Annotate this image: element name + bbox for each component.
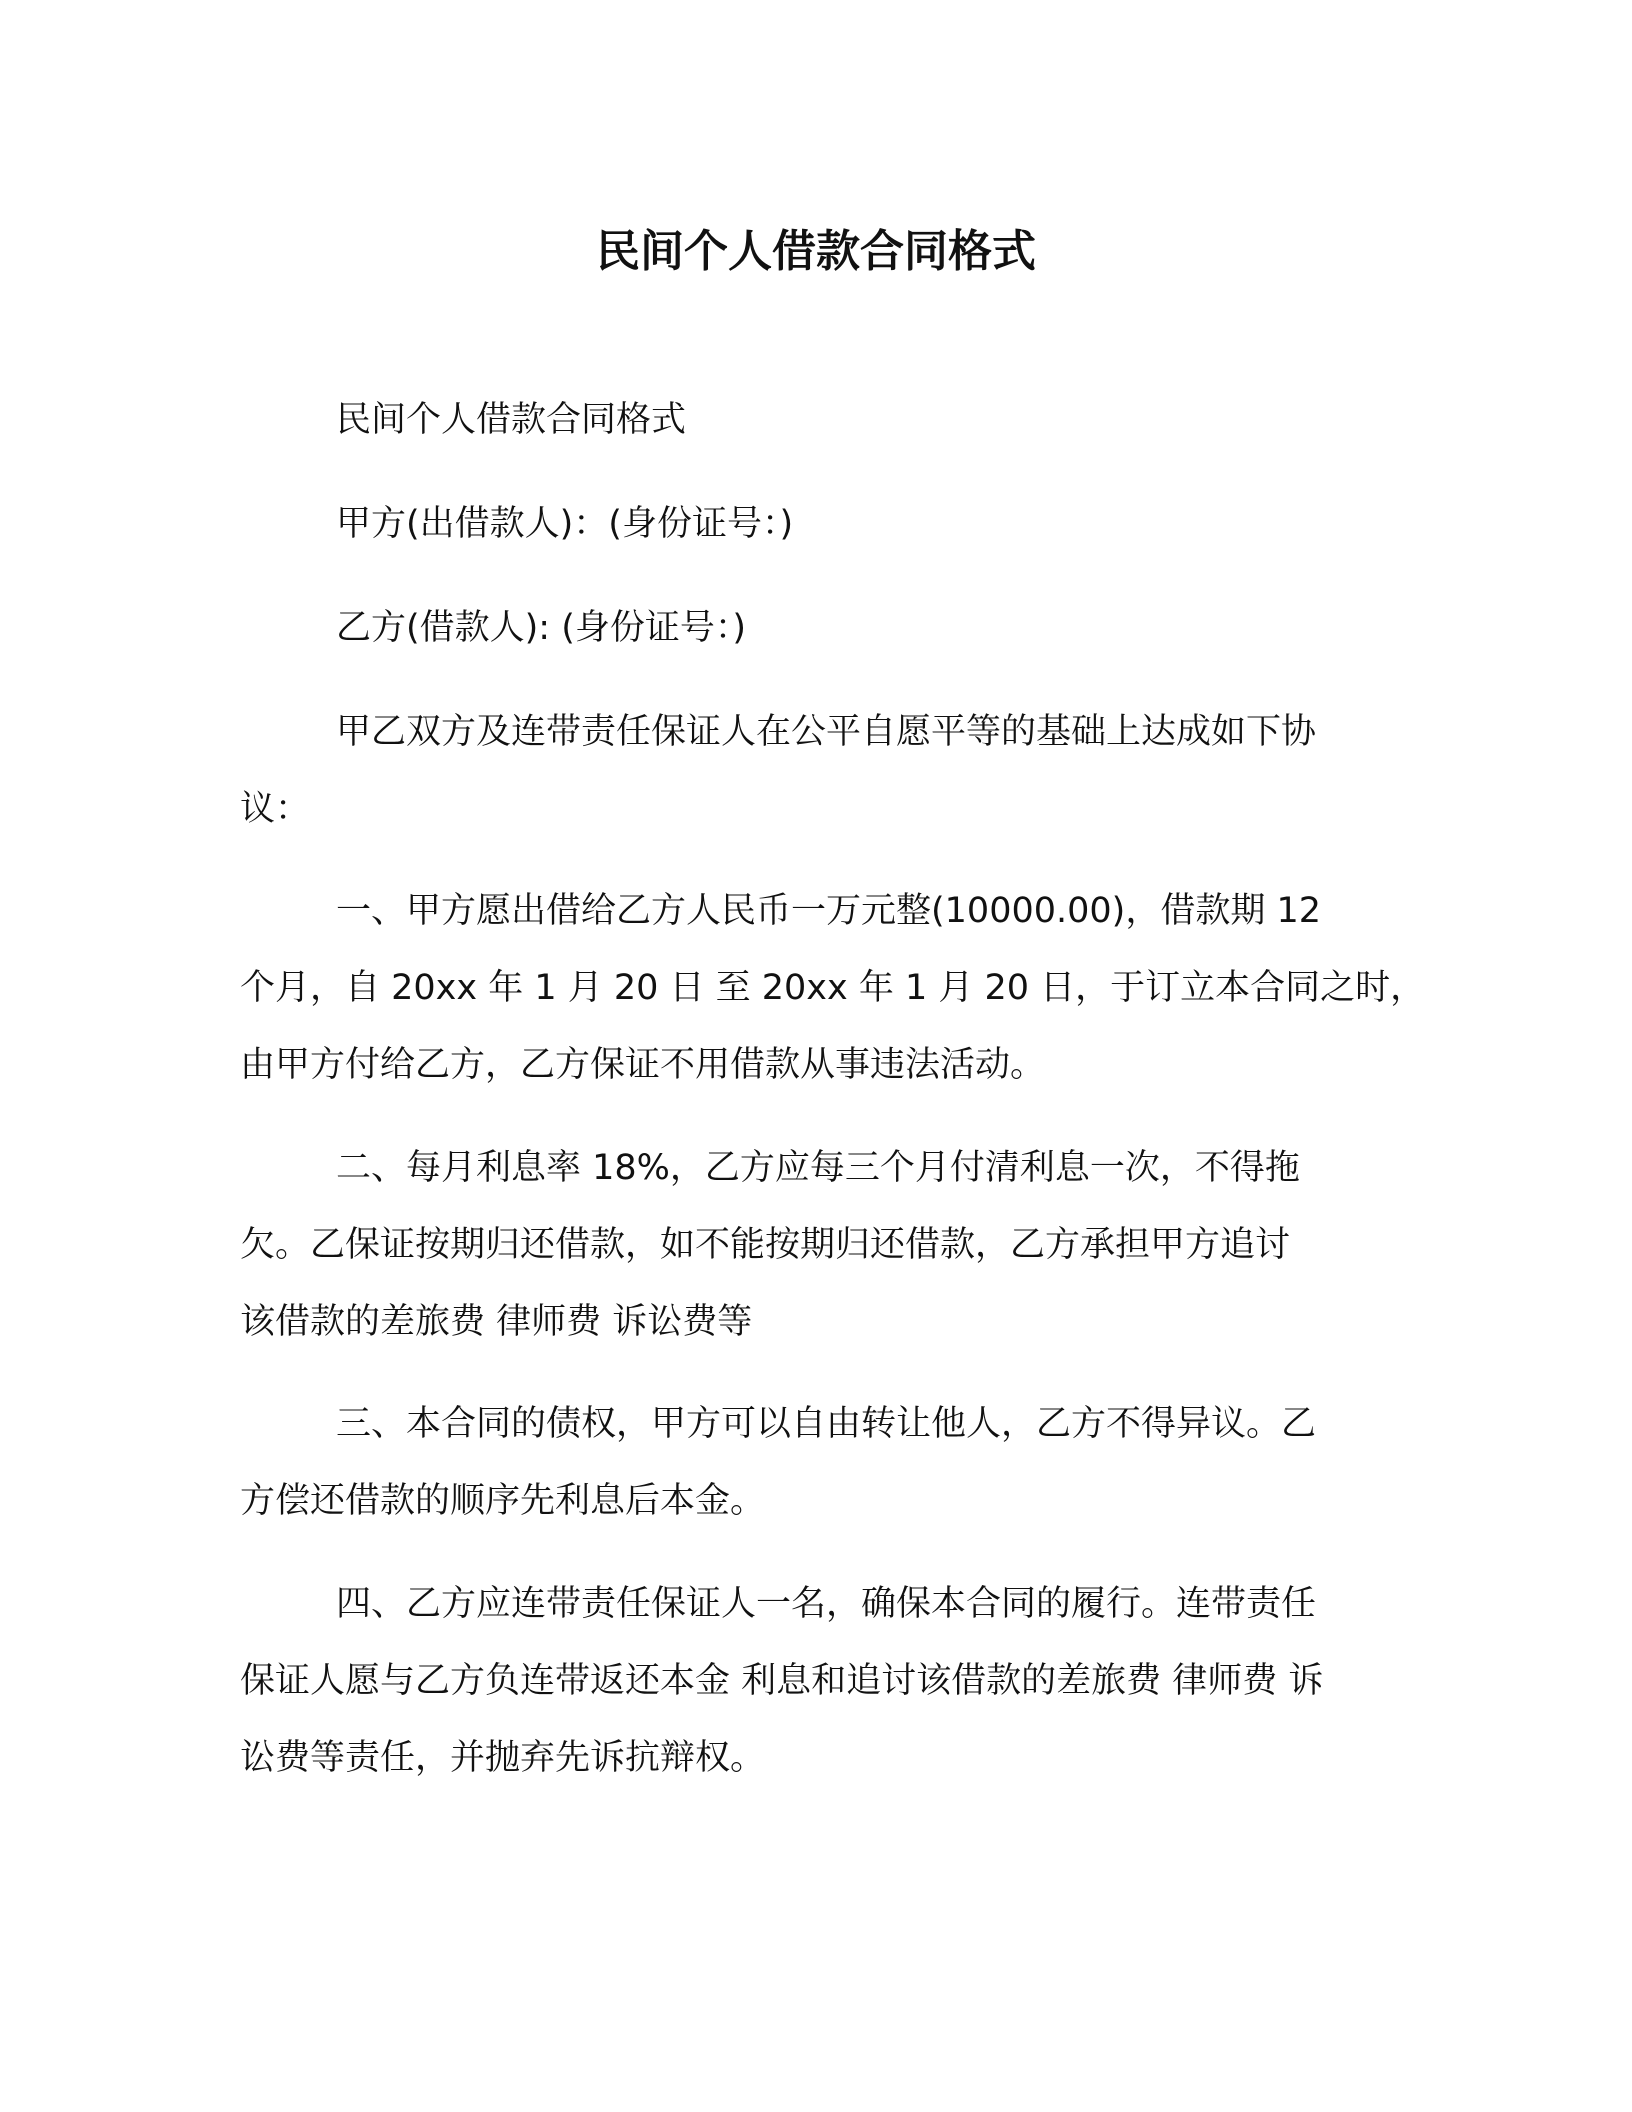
- paragraph-line: 由甲方付给乙方，乙方保证不用借款从事违法活动。: [240, 1045, 1046, 1085]
- paragraph-party-a: [240, 486, 1420, 563]
- paragraph-line: 甲乙双方及连带责任保证人在公平自愿平等的基础上达成如下协: [336, 712, 1317, 752]
- paragraph-line: 保证人愿与乙方负连带返还本金 利息和追讨该借款的差旅费 律师费 诉: [240, 1661, 1324, 1701]
- paragraph-line: 乙方(借款人): (身份证号：): [336, 608, 747, 648]
- paragraph-clause-3: [240, 1386, 1420, 1540]
- paragraph-line: 欠。乙保证按期归还借款，如不能按期归还借款，乙方承担甲方追讨: [240, 1225, 1291, 1265]
- paragraph-line: 甲方(出借款人)：(身份证号：): [336, 504, 794, 544]
- paragraph-clause-4: [240, 1566, 1420, 1797]
- paragraph-clause-1: [240, 873, 1426, 1104]
- paragraph-line: 方偿还借款的顺序先利息后本金。: [240, 1481, 766, 1521]
- paragraph-line: 讼费等责任，并抛弃先诉抗辩权。: [240, 1738, 766, 1778]
- paragraph-line: 四、乙方应连带责任保证人一名，确保本合同的履行。连带责任: [336, 1584, 1317, 1624]
- document-title: 民间个人借款合同格式: [596, 226, 1036, 277]
- paragraph-line: 该借款的差旅费 律师费 诉讼费等: [240, 1302, 753, 1342]
- paragraph-line: 议：: [240, 789, 311, 829]
- paragraph-party-b: [240, 590, 1420, 667]
- paragraph-line: 三、本合同的债权，甲方可以自由转让他人，乙方不得异议。乙: [336, 1404, 1317, 1444]
- paragraph-line: 民间个人借款合同格式: [336, 400, 687, 440]
- paragraph-line: 一、甲方愿出借给乙方人民币一万元整(10000.00)，借款期 12: [336, 891, 1321, 931]
- paragraph-clause-2: [240, 1130, 1420, 1361]
- paragraph-heading: [240, 382, 1420, 459]
- paragraph-intro: [240, 694, 1420, 848]
- paragraph-line: 二、每月利息率 18%，乙方应每三个月付清利息一次，不得拖: [336, 1148, 1300, 1188]
- paragraph-line: 个月，自 20xx 年 1 月 20 日 至 20xx 年 1 月 20 日，于订立本合同之时，: [240, 968, 1426, 1008]
